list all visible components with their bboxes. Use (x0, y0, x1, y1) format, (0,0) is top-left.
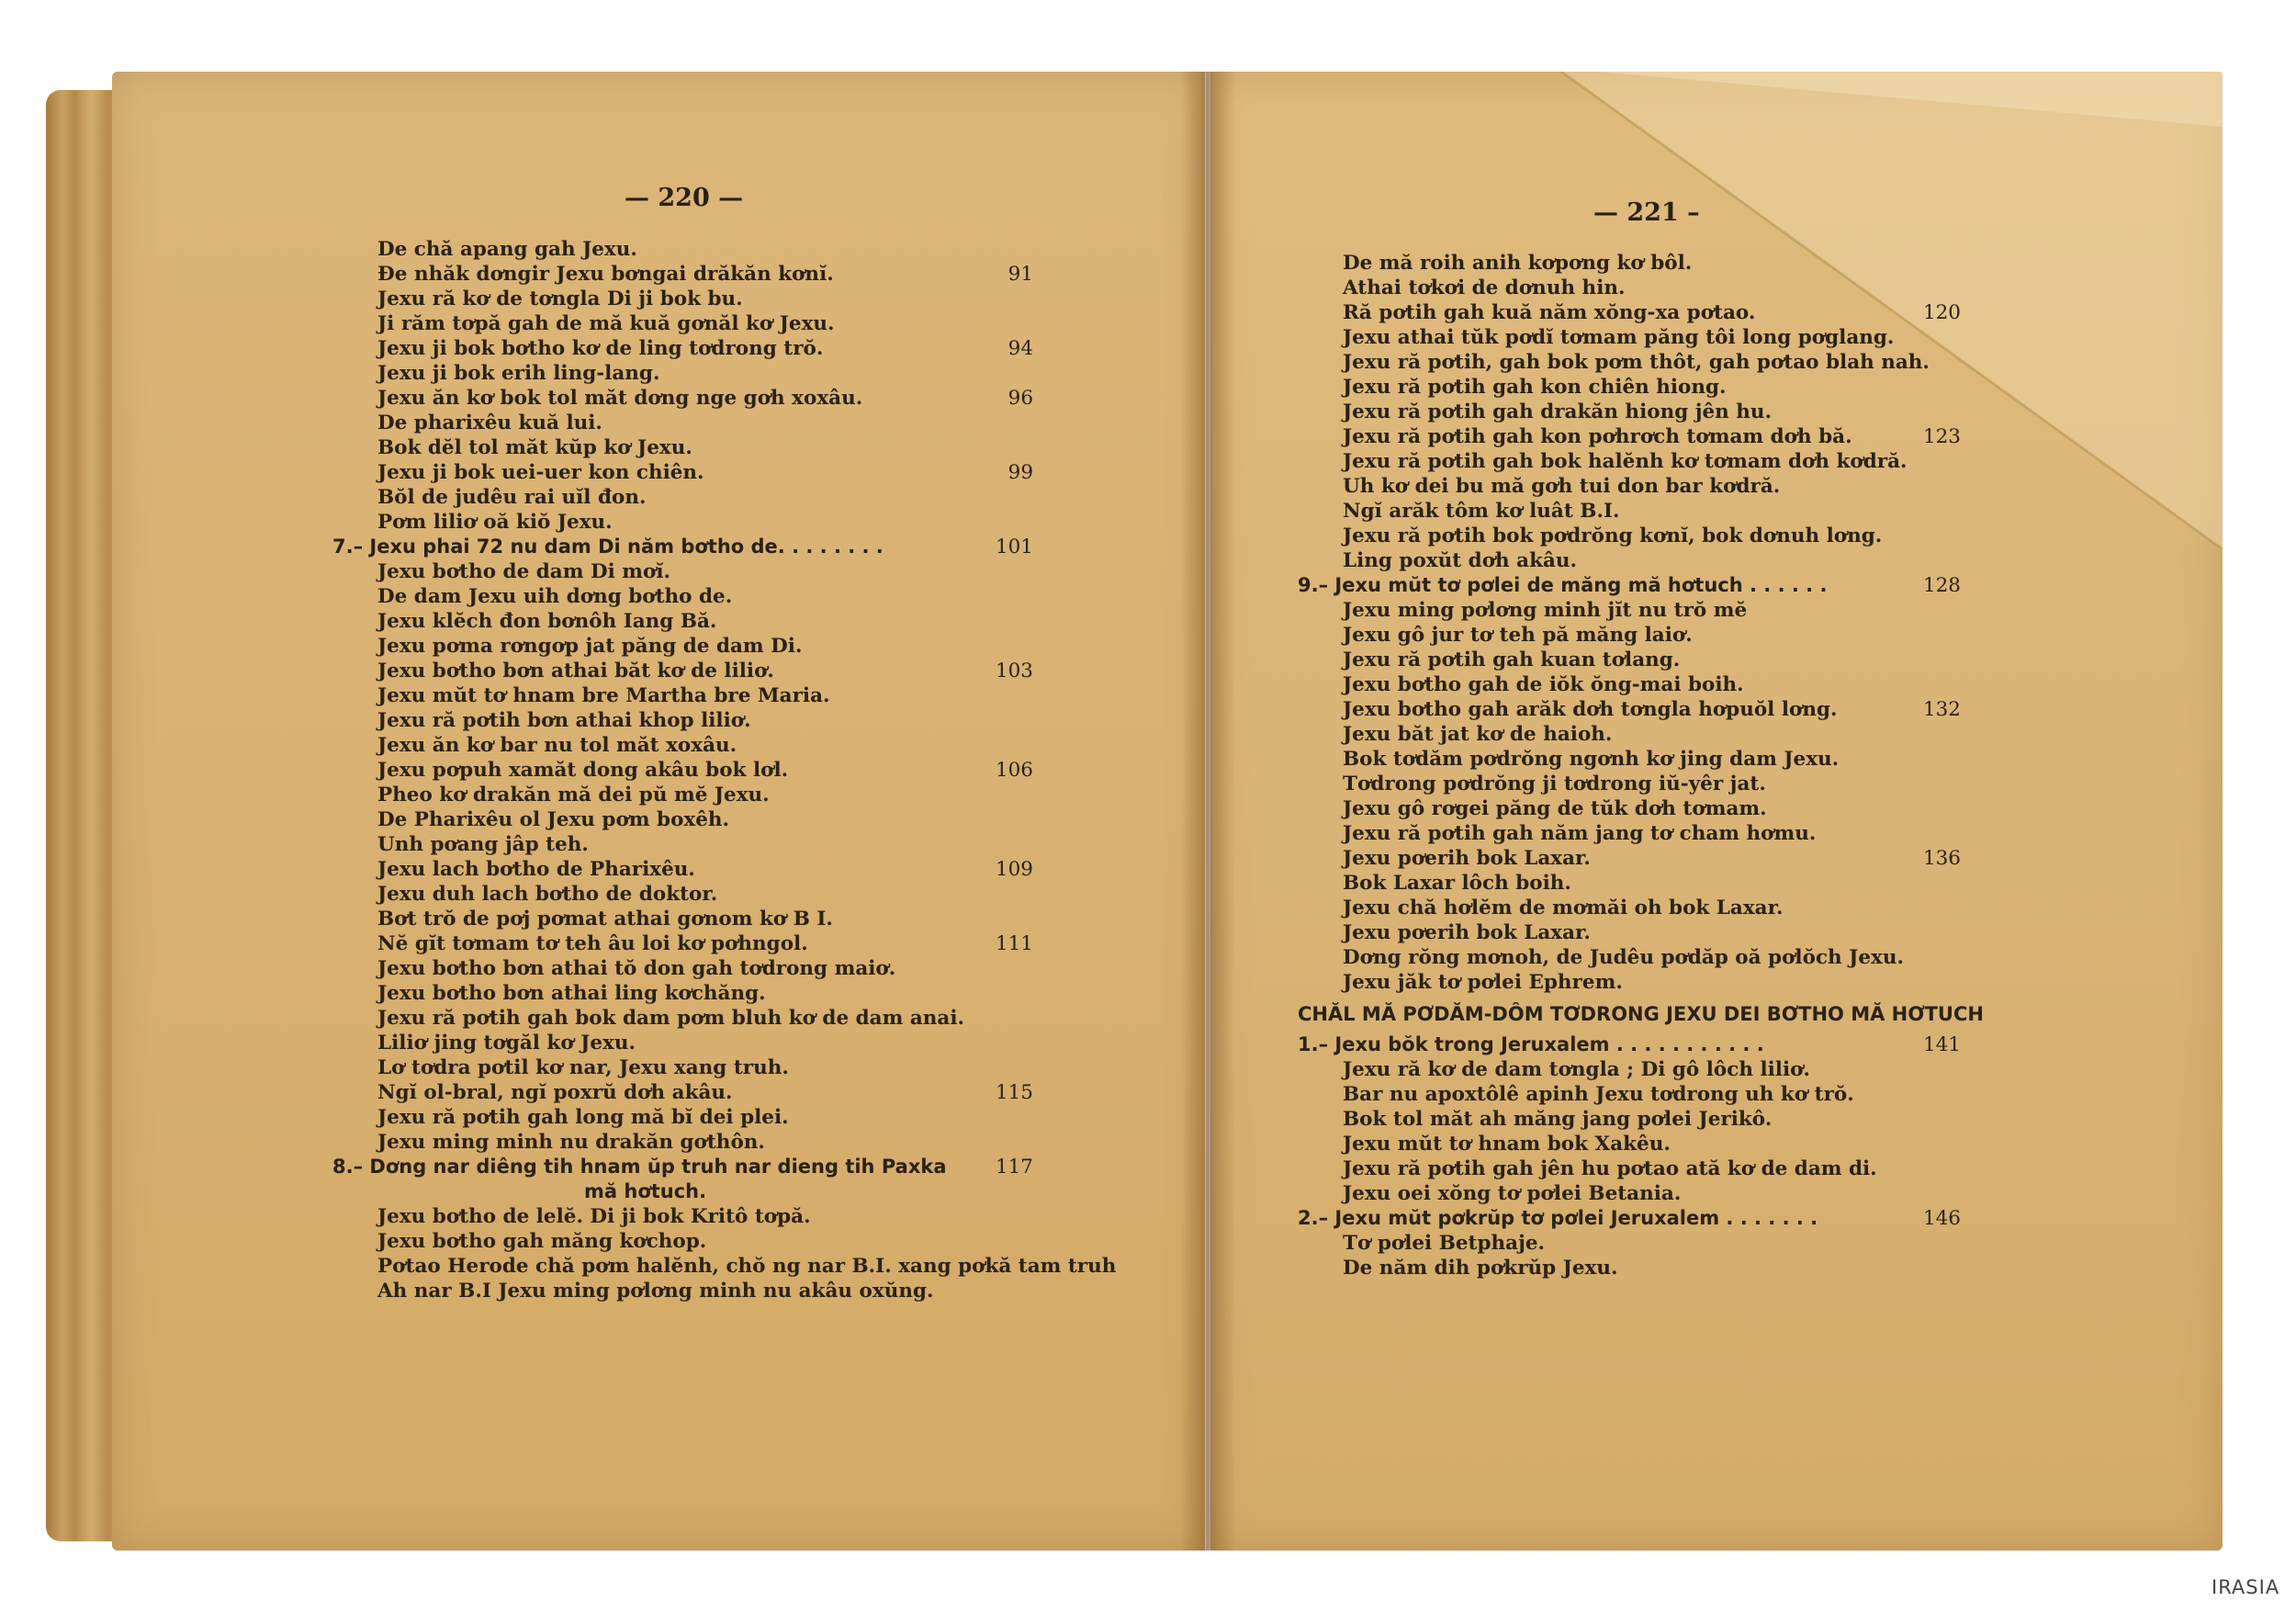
toc-entry: Jexu bơtho gah arăk dơh tơngla hơpuŏl lơng. (1343, 698, 1838, 721)
toc-entry: Bok dĕl tol măt kŭp kơ Jexu. (377, 436, 692, 459)
toc-page-number: 136 (1922, 847, 1961, 870)
page-number-right: — 221 – (1593, 198, 1700, 227)
toc-page-number: 117 (995, 1156, 1033, 1179)
toc-entry: Jexu pơerih bok Laxar. (1343, 921, 1591, 944)
toc-entry: Bok tơdăm pơdrŏng ngơnh kơ jing dam Jexu. (1343, 748, 1840, 771)
toc-entry: Lơ tơdra pơtil kơ nar, Jexu xang truh. (377, 1056, 789, 1079)
toc-entry: Jexu ră pơtih gah kon pơhrơch tơmam dơh bă. (1343, 425, 1852, 448)
toc-page-number: 103 (995, 660, 1033, 682)
toc-page-number: 132 (1922, 698, 1961, 721)
toc-entry: Pơm liliơ oă kiŏ Jexu. (377, 511, 613, 534)
toc-entry: Nĕ gĭt tơmam tơ teh âu loi kơ pơhngol. (377, 932, 808, 955)
toc-entry: Jexu băt jat kơ de haioh. (1343, 723, 1613, 746)
toc-page-number: 99 (1007, 461, 1033, 484)
toc-entry: Bar nu apoxtôlê apinh Jexu tơdrong uh kơ trŏ. (1343, 1083, 1854, 1106)
toc-entry: Ră pơtih gah kuă năm xŏng-xa pơtao. (1343, 301, 1756, 324)
toc-entry: Jexu gô jur tơ teh pă măng laiơ. (1343, 624, 1693, 647)
toc-page-number: 120 (1922, 301, 1961, 324)
toc-entry: De dam Jexu uih dơng bơtho de. (377, 585, 733, 608)
toc-entry: Athai tơkơi de dơnuh hin. (1343, 276, 1626, 299)
page-number-left: — 220 — (625, 184, 744, 212)
toc-entry: Tơdrong pơdrŏng ji tơdrong iŭ-yêr jat. (1343, 773, 1766, 795)
toc-entry: De chă apang gah Jexu. (377, 238, 637, 261)
book-gutter (1180, 72, 1235, 1551)
toc-entry: De Pharixêu ol Jexu pơm boxêh. (377, 808, 730, 831)
chapter-heading: 9.– Jexu mŭt tơ pơlei de măng mă hơtuch . . . . . . (1298, 574, 1828, 596)
toc-entry: Pơtao Herode chă pơm halĕnh, chŏ ng nar B.I. xang pơkă tam truh (377, 1255, 1117, 1278)
toc-page-number: 106 (995, 759, 1033, 782)
toc-page-number: 115 (995, 1081, 1033, 1104)
toc-entry: Jexu ră kơ de tơngla Di ji bok bu. (377, 288, 743, 310)
toc-entry: Jexu ră pơtih gah bok halĕnh kơ tơmam dơh kơdră. (1343, 450, 1908, 473)
toc-entry: Jexu pơpuh xamăt dong akâu bok lơl. (377, 759, 789, 782)
toc-entry: Jexu bơtho de dam Di mơĭ. (377, 560, 670, 583)
toc-entry: Jexu bơtho de lelĕ. Di ji bok Kritô tơpă. (377, 1205, 811, 1228)
toc-entry: Bok tol măt ah măng jang pơlei Jerikô. (1343, 1108, 1773, 1131)
toc-entry: Jexu ji bok bơtho kơ de ling tơdrong trŏ. (377, 337, 824, 360)
toc-entry: Uh kơ dei bu mă gơh tui don bar kơdră. (1343, 475, 1781, 498)
toc-page-number: 101 (995, 536, 1033, 558)
toc-entry: Jexu oei xŏng tơ pơlei Betania. (1343, 1182, 1682, 1205)
toc-entry: Jexu klĕch đon bơnôh Iang Bă. (377, 610, 717, 633)
toc-entry: Jexu ming minh nu drakăn gơthôn. (377, 1131, 765, 1154)
toc-entry: Jexu ră pơtih gah bok dam pơm bluh kơ de dam anai. (377, 1007, 964, 1030)
toc-entry: De pharixêu kuă lui. (377, 412, 602, 434)
toc-entry: Jexu duh lach bơtho de doktor. (377, 883, 718, 906)
chapter-heading: 7.– Jexu phai 72 nu dam Di năm bơtho de. . . . . . . . (332, 536, 884, 558)
toc-entry: De mă roih anih kơpơng kơ bôl. (1343, 252, 1693, 275)
toc-entry: Jexu bơtho gah de iŏk ŏng-mai boih. (1343, 673, 1744, 696)
toc-entry: Jexu ră pơtih, gah bok pơm thôt, gah pơtao blah nah. (1343, 351, 1930, 374)
toc-entry: Ah nar B.I Jexu ming pơlơng minh nu akâu oxŭng. (377, 1280, 934, 1303)
toc-entry: Jexu ji bok erih ling-lang. (377, 362, 660, 385)
toc-entry: Ling poxŭt dơh akâu. (1343, 549, 1578, 572)
toc-page-number: 141 (1922, 1033, 1961, 1056)
chapter-heading: 2.– Jexu mŭt pơkrŭp tơ pơlei Jeruxalem . . . . . . . (1298, 1207, 1818, 1229)
toc-entry: Liliơ jing tơgăl kơ Jexu. (377, 1032, 636, 1055)
toc-entry: Jexu jăk tơ pơlei Ephrem. (1343, 971, 1623, 994)
toc-entry: Jexu bơtho gah măng kơchop. (377, 1230, 707, 1253)
toc-entry: Jexu ră pơtih gah kuan tơlang. (1343, 649, 1681, 671)
watermark: IRASIA (2212, 1576, 2280, 1598)
toc-entry: Jexu ră pơtih gah jên hu pơtao ată kơ de dam di. (1343, 1157, 1877, 1180)
chapter-heading: 8.– Dơng nar diêng tih hnam ŭp truh nar dieng tih Paxka (332, 1156, 947, 1178)
toc-entry: Pheo kơ drakăn mă dei pŭ mĕ Jexu. (377, 784, 770, 806)
toc-entry: Jexu ră pơtih gah kon chiên hiong. (1343, 376, 1727, 399)
chapter-heading: 1.– Jexu bŏk trong Jeruxalem . . . . . . . . . . . (1298, 1033, 1764, 1055)
toc-entry: Bơt trŏ de pơj pơmat athai gơnom kơ B I. (377, 908, 833, 931)
toc-entry: Jexu chă hơlĕm de mơmăi oh bok Laxar. (1343, 897, 1784, 919)
open-book (46, 72, 2223, 1551)
toc-page-number: 123 (1922, 425, 1961, 448)
toc-entry: Tơ pơlei Betphaje. (1343, 1232, 1546, 1255)
toc-entry: Jexu bơtho bơn athai tŏ don gah tơdrong maiơ. (377, 957, 896, 980)
toc-entry: Dơng rŏng mơnoh, de Judêu pơdăp oă pơlŏch Jexu. (1343, 946, 1904, 969)
toc-entry: Jexu gô rơgei păng de tŭk dơh tơmam. (1343, 797, 1767, 820)
toc-entry: Ji răm tơpă gah de mă kuă gơnăl kơ Jexu. (377, 312, 835, 335)
toc-page-number: 94 (1007, 337, 1033, 360)
toc-page-number: 146 (1922, 1207, 1961, 1230)
toc-entry: Jexu athai tŭk pơdĭ tơmam păng tôi long pơglang. (1343, 326, 1895, 349)
toc-entry: Jexu ră pơtih gah long mă bĭ dei plei. (377, 1106, 789, 1129)
toc-page-number: 111 (995, 932, 1033, 955)
toc-entry: Jexu ji bok uei-uer kon chiên. (377, 461, 704, 484)
toc-entry: Unh pơang jâp teh. (377, 833, 589, 856)
toc-entry: Đe nhăk dơngir Jexu bơngai drăkăn kơnĭ. (377, 263, 834, 286)
toc-entry: Jexu mŭt tơ hnam bok Xakêu. (1343, 1133, 1671, 1156)
toc-entry: Jexu ră pơtih bơn athai khop liliơ. (377, 709, 751, 732)
toc-entry: Jexu ră pơtih bok pơdrŏng kơnĭ, bok dơnuh lơng. (1343, 525, 1883, 547)
toc-page-number: 96 (1007, 387, 1033, 410)
toc-entry: Ngĭ arăk tôm kơ luât B.I. (1343, 500, 1620, 523)
part-heading: CHĂL MĂ PƠDĂM-DÔM TƠDRONG JEXU DEI BƠTHO MĂ HƠTUCH (1298, 1003, 1984, 1025)
toc-page-number: 128 (1922, 574, 1961, 597)
toc-entry: Jexu pơerih bok Laxar. (1343, 847, 1591, 870)
toc-entry: Jexu ăn kơ bar nu tol măt xoxâu. (377, 734, 737, 757)
toc-entry: Jexu bơtho bơn athai băt kơ de liliơ. (377, 660, 774, 682)
toc-entry: Jexu ră pơtih gah drakăn hiong jên hu. (1343, 400, 1773, 423)
toc-page-number: 91 (1007, 263, 1033, 286)
toc-entry: Jexu bơtho bơn athai ling kơchăng. (377, 982, 766, 1005)
toc-entry: Jexu ră pơtih gah năm jang tơ cham hơmu. (1343, 822, 1817, 845)
toc-entry: Bŏl de judêu rai uĭl đon. (377, 486, 647, 509)
toc-entry: Jexu ră kơ de dam tơngla ; Di gô lôch liliơ. (1343, 1058, 1810, 1081)
toc-entry: Jexu pơma rơngơp jat păng de dam Di. (377, 635, 803, 658)
toc-entry: Jexu ming pơlơng minh jĭt nu trŏ mĕ (1343, 599, 1748, 622)
toc-entry: Jexu lach bơtho de Pharixêu. (377, 858, 695, 881)
toc-entry: Jexu mŭt tơ hnam bre Martha bre Maria. (377, 684, 830, 707)
toc-page-number: 109 (995, 858, 1033, 881)
toc-entry: Jexu ăn kơ bok tol măt dơng nge gơh xoxâu. (377, 387, 863, 410)
toc-entry: Bok Laxar lôch boih. (1343, 872, 1571, 895)
toc-entry: De năm dih pơkrŭp Jexu. (1343, 1257, 1618, 1280)
chapter-heading: mă hơtuch. (584, 1180, 707, 1202)
toc-entry: Ngĭ ol-bral, ngĭ poxrŭ dơh akâu. (377, 1081, 733, 1104)
